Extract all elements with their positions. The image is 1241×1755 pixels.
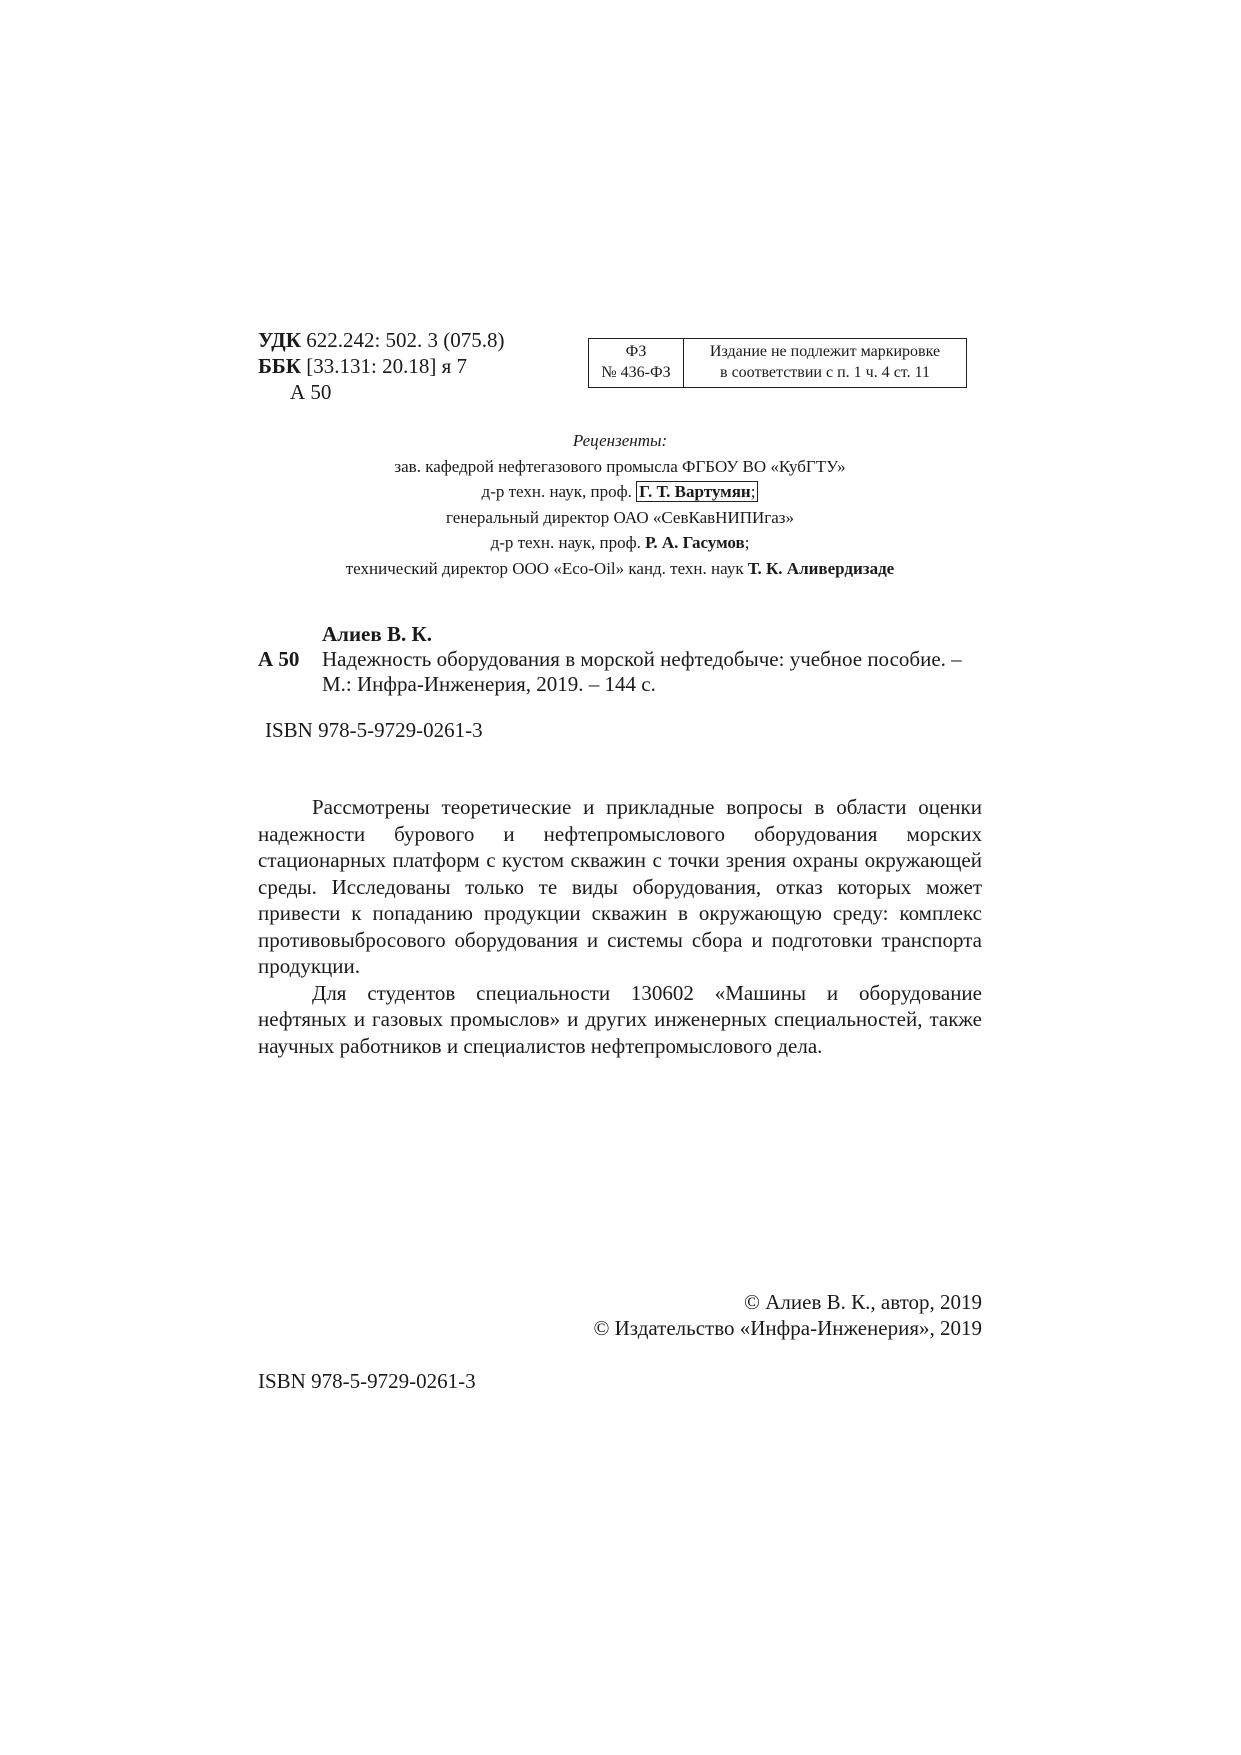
bib-author-row	[258, 622, 962, 647]
author-code-line	[290, 380, 331, 404]
annotation-paragraph-1: Рассмотрены теоретические и прикладные вопросы в области оценки надежности бурового и нефтепромыслового оборудования морских стационарных платформ с кустом скважин с точки зрения охраны окружающей среды. Исследованы только те виды оборудования, отказ которых может привести к попаданию продукции скважин в окружающую среду: комплекс противовыбросового оборудования и системы сбора и подготовки транспорта продукции.	[258, 795, 982, 978]
fz-law-title: ФЗ	[625, 343, 647, 360]
bib-publisher: М.: Инфра-Инженерия, 2019. – 144 с.	[322, 672, 656, 696]
fz-note-cell	[684, 339, 966, 387]
bbk-value: [33.131: 20.18] я 7	[306, 354, 467, 378]
reviewer1-degree: д-р техн. наук, проф.	[481, 482, 632, 501]
fz-note-line1: Издание не подлежит маркировке	[709, 343, 941, 360]
reviewer2-sep: ;	[744, 533, 750, 552]
bib-code: А 50	[258, 647, 300, 671]
bibliographic-entry	[258, 622, 962, 697]
reviewer2-name: Р. А. Гасумов	[645, 533, 745, 552]
reviewers-title: Рецензенты:	[572, 431, 668, 450]
bib-isbn: ISBN 978-5-9729-0261-3	[265, 718, 483, 742]
bib-title: Надежность оборудования в морской нефтедобыче: учебное пособие. –	[322, 647, 962, 671]
reviewer3-line	[300, 556, 940, 582]
reviewer3-position: технический директор ООО «Eco-Oil» канд. техн. наук	[345, 558, 744, 578]
reviewer2-position: генеральный директор ОАО «СевКавНИПИгаз»	[445, 507, 795, 527]
reviewers-block	[300, 428, 940, 581]
bib-publisher-row	[258, 672, 962, 697]
annotation-paragraph-2: Для студентов специальности 130602 «Машины и оборудование нефтяных и газовых промыслов» и других инженерных специальностей, также научных работников и специалистов нефтепромыслового дела.	[258, 980, 982, 1058]
reviewer1-name: Г. Т. Вартумян;	[636, 481, 758, 502]
fz-marking-table	[588, 338, 967, 388]
bbk-label: ББК	[258, 354, 301, 378]
bbk-line	[258, 354, 467, 378]
udk-value: 622.242: 502. 3 (075.8)	[306, 328, 505, 352]
copyright-publisher: © Издательство «Инфра-Инженерия», 2019	[593, 1315, 982, 1340]
reviewer1-position: зав. кафедрой нефтегазового промысла ФГБОУ ВО «КубГТУ»	[394, 456, 846, 476]
fz-law-cell	[589, 339, 684, 387]
reviewer2-degree: д-р техн. наук, проф.	[490, 533, 641, 552]
reviewer3-name: Т. К. Аливердизаде	[747, 558, 895, 578]
fz-law-number: № 436-ФЗ	[601, 364, 671, 381]
reviewer2-line	[300, 530, 940, 556]
udk-line	[258, 328, 505, 352]
copyright-author: © Алиев В. К., автор, 2019	[744, 1290, 982, 1314]
bib-author: Алиев В. К.	[322, 622, 432, 646]
bib-title-row	[258, 647, 962, 672]
fz-note-line2: в соответствии с п. 1 ч. 4 ст. 11	[720, 364, 930, 381]
udk-label: УДК	[258, 328, 301, 352]
copyright-block	[593, 1290, 982, 1341]
footer-isbn: ISBN 978-5-9729-0261-3	[258, 1369, 476, 1393]
reviewer1-line	[300, 479, 940, 505]
author-code: А 50	[290, 380, 332, 404]
annotation	[258, 794, 982, 1059]
